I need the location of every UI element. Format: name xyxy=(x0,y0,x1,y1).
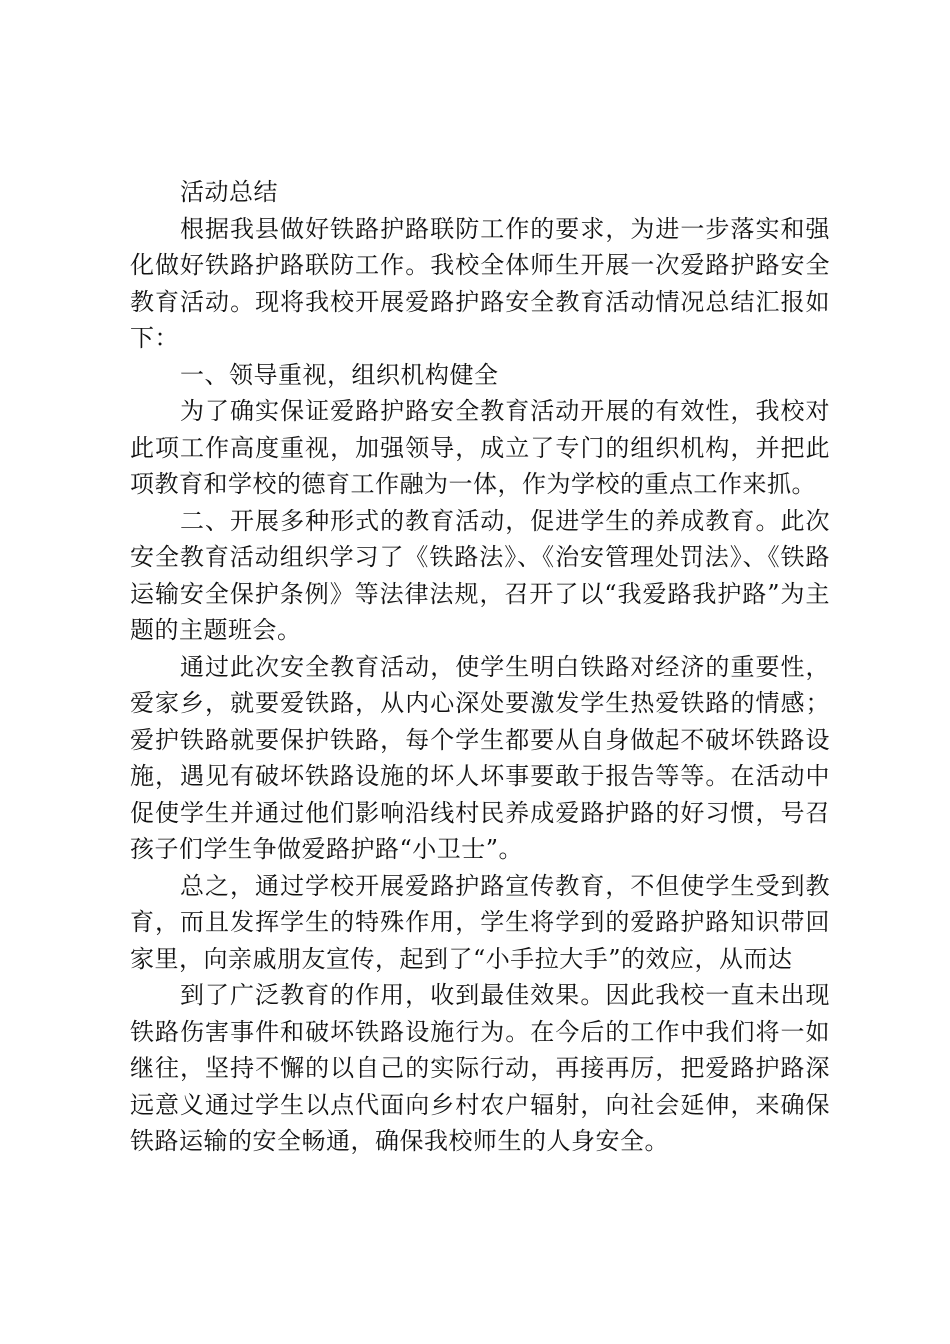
paragraph-section-1: 为了确实保证爱路护路安全教育活动开展的有效性，我校对此项工作高度重视，加强领导，成立了专门的组织机构，并把此项教育和学校的德育工作融为一体，作为学校的重点工作来抓。 xyxy=(130,397,830,498)
paragraph-conclusion: 到了广泛教育的作用，收到最佳效果。因此我校一直未出现铁路伤害事件和破坏铁路设施行为。在今后的工作中我们将一如继往，坚持不懈的以自己的实际行动，再接再厉，把爱路护路深远意义通过学生以点代面向乡村农户辐射，向社会延伸，来确保铁路运输的安全畅通，确保我校师生的人身安全。 xyxy=(130,981,830,1155)
document-title: 活动总结 xyxy=(180,178,278,206)
section-heading-1: 一、领导重视，组织机构健全 xyxy=(180,360,499,389)
document-body xyxy=(130,174,830,1160)
paragraph-activity-effects: 通过此次安全教育活动，使学生明白铁路对经济的重要性，爱家乡，就要爱铁路，从内心深处要激发学生热爱铁路的情感；爱护铁路就要保护铁路，每个学生都要从自身做起不破坏铁路设施，遇见有破坏铁路设施的坏人坏事要敢于报告等等。在活动中促使学生并通过他们影响沿线村民养成爱路护路的好习惯，号召孩子们学生争做爱路护路“小卫士”。 xyxy=(130,652,830,863)
paragraph-summary: 总之，通过学校开展爱路护路宣传教育，不但使学生受到教育，而且发挥学生的特殊作用，学生将学到的爱路护路知识带回家里，向亲戚朋友宣传，起到了“小手拉大手”的效应，从而达 xyxy=(130,871,830,973)
paragraph-section-2: 二、开展多种形式的教育活动，促进学生的养成教育。此次安全教育活动组织学习了《铁路法》、《治安管理处罚法》、《铁路运输安全保护条例》等法律法规，召开了以“我爱路我护路”为主题的主题班会。 xyxy=(130,506,830,644)
paragraph-intro: 根据我县做好铁路护路联防工作的要求，为进一步落实和强化做好铁路护路联防工作。我校全体师生开展一次爱路护路安全教育活动。现将我校开展爱路护路安全教育活动情况总结汇报如下： xyxy=(130,214,830,352)
